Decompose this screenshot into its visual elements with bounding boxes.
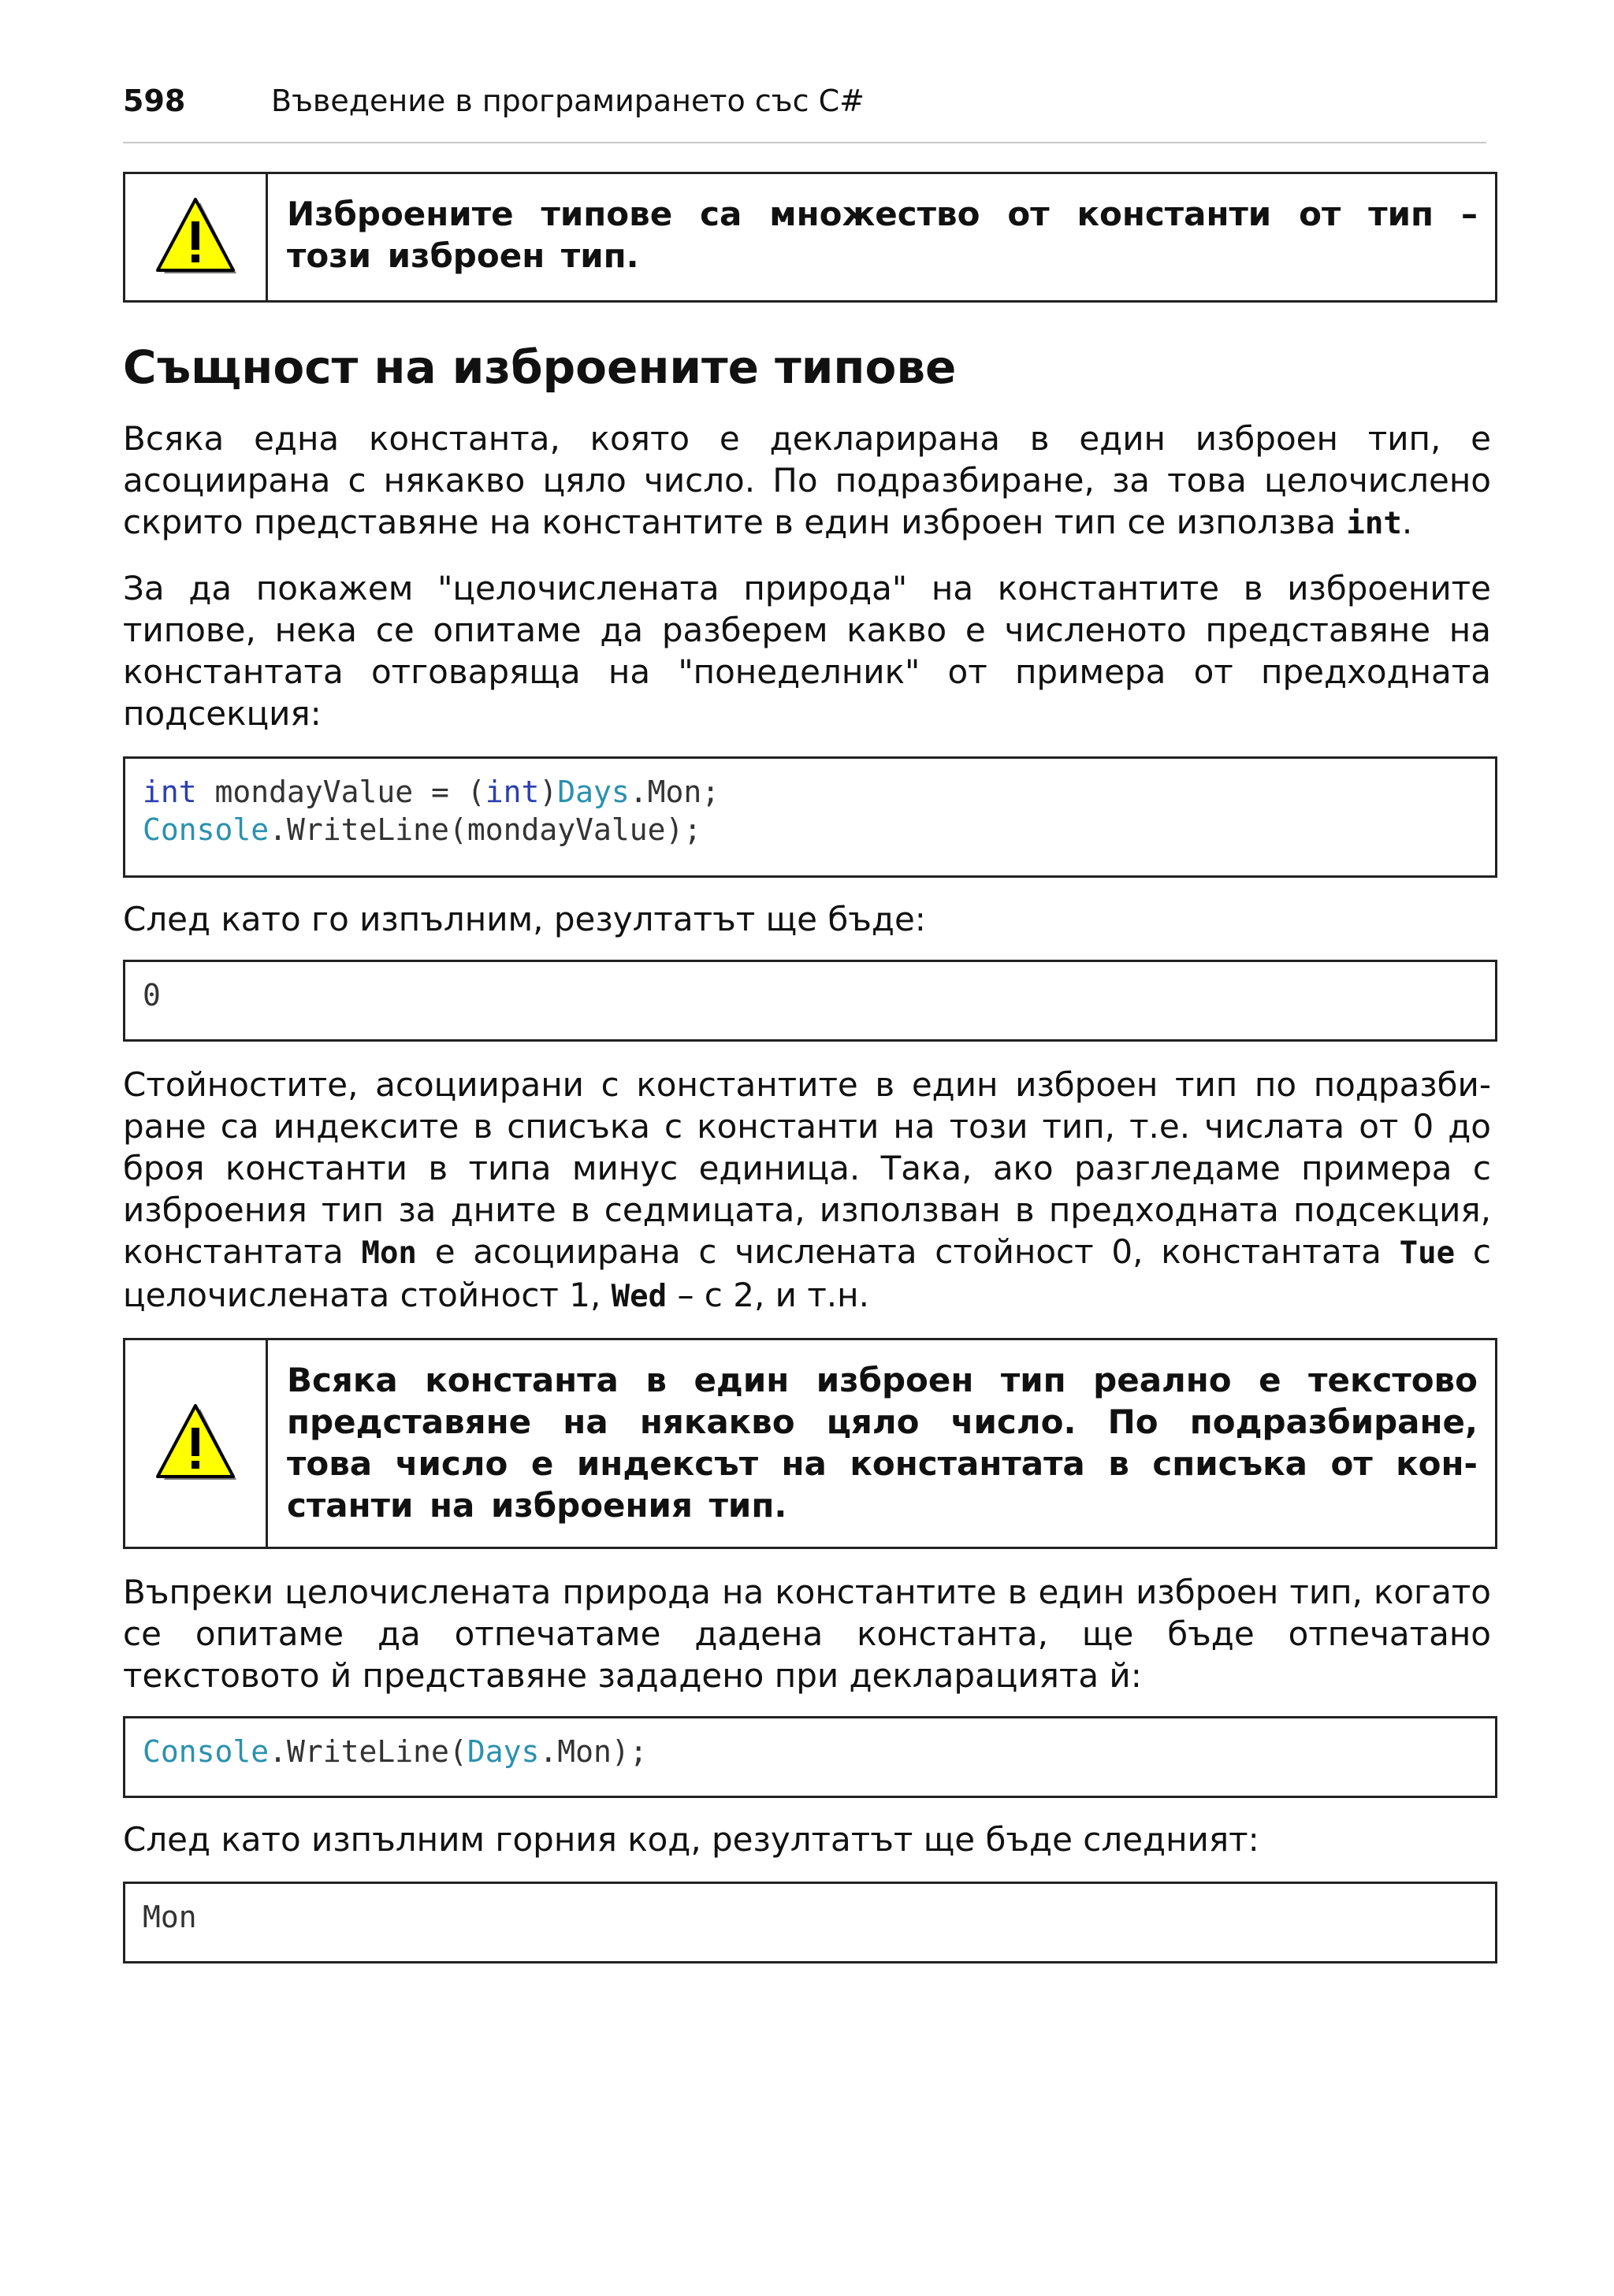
output-text: Mon <box>143 1900 197 1934</box>
inline-code: int <box>1346 506 1402 541</box>
inline-code: Tue <box>1399 1235 1456 1271</box>
code-keyword: int <box>143 775 197 809</box>
code-type: Days <box>557 775 630 809</box>
code-line <box>143 811 1478 849</box>
output-text: 0 <box>143 978 161 1012</box>
warning-icon <box>151 1402 240 1484</box>
output-block <box>123 960 1497 1042</box>
warning-note <box>123 172 1497 303</box>
code-text: .WriteLine(mondayValue); <box>269 812 702 847</box>
warning-note-text: Изброените типове са множество от константи от тип – този изброен тип. <box>287 195 1478 275</box>
section-heading: Същност на изброените типове <box>123 340 957 394</box>
book-title: Въведение в програмирането със C# <box>271 84 865 118</box>
code-type: Days <box>467 1734 540 1769</box>
warning-icon <box>151 196 240 278</box>
code-block <box>123 1716 1497 1798</box>
code-text: mondayValue = ( <box>196 775 485 809</box>
code-text: .Mon); <box>539 1734 648 1769</box>
paragraph-text: Стойностите, асоциирани с константите в един изброен тип по подразби-ране са индексите в списъка с константи на този тип, т.е. числата от 0 до броя константи в типа минус единица. Така, ако разгледаме примера с изброения тип за дните в седмицата, използван в предходната подсекция, константата <box>123 1065 1491 1271</box>
paragraph-text: с целочислената стойност 1, <box>123 1232 1491 1314</box>
warning-note <box>123 1338 1497 1549</box>
note-icon-cell <box>125 1340 268 1547</box>
output-block <box>123 1882 1497 1963</box>
code-block <box>123 756 1497 878</box>
code-text: ) <box>539 775 558 809</box>
inline-code: Mon <box>361 1235 417 1271</box>
paragraph: Въпреки целочислената природа на константите в един изброен тип, когато се опитаме да отпечатаме дадена константа, ще бъде отпечатано текстовото й представяне зададено при декларацията й: <box>123 1573 1491 1695</box>
paragraph-end: . <box>1401 503 1413 541</box>
paragraph: След като го изпълним, резултатът ще бъде: <box>123 900 926 938</box>
code-text: .WriteLine( <box>269 1734 467 1769</box>
paragraph-text: Всяка една константа, която е декларирана в един изброен тип, е асоциирана с някакво цяло число. По подразбиране, за това целочислено скрито представяне на константите в един изброен тип се използва <box>123 419 1491 541</box>
paragraph: За да покажем "целочислената природа" на константите в изброените типове, нека се опитаме да разберем какво е численото представяне на константата отговаряща на "понеделник" от примера от предходната подсекция: <box>123 569 1491 733</box>
code-type: Console <box>143 1734 270 1769</box>
note-icon-cell <box>125 174 268 300</box>
inline-code: Wed <box>611 1279 668 1314</box>
warning-note-text: Всяка константа в един изброен тип реално е текстово представяне на някакво цяло число. По подразбиране, това число е индексът на константата в списъка от кон-станти на изброения тип. <box>287 1361 1478 1525</box>
paragraph <box>123 1064 1491 1317</box>
paragraph <box>123 418 1491 544</box>
paragraph: След като изпълним горния код, резултатът ще бъде следният: <box>123 1820 1259 1859</box>
paragraph-text: – с 2, и т.н. <box>667 1276 869 1314</box>
page-header <box>123 79 1486 143</box>
code-line <box>143 773 1478 811</box>
code-type: Console <box>143 812 270 847</box>
paragraph-text: е асоциирана с числената стойност 0, константата <box>416 1232 1400 1271</box>
code-text: .Mon; <box>629 775 720 809</box>
code-keyword: int <box>485 775 540 809</box>
page-number: 598 <box>123 84 186 118</box>
